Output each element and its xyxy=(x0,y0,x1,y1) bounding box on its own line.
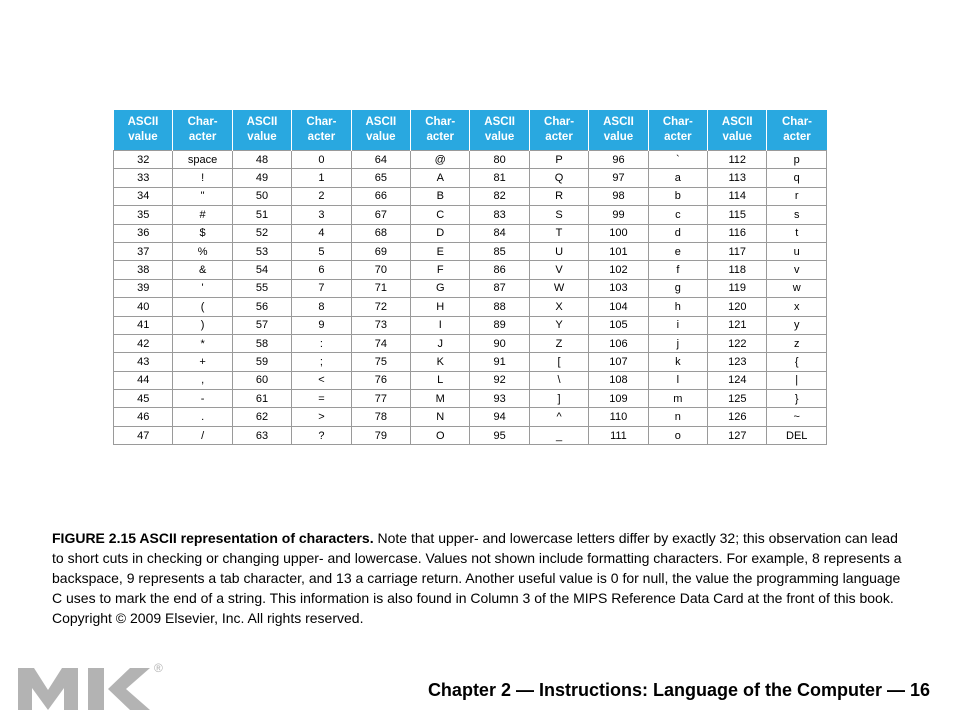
character-cell: Q xyxy=(529,169,588,187)
ascii-value-cell: 70 xyxy=(351,261,410,279)
character-cell: } xyxy=(767,390,827,408)
character-cell: ~ xyxy=(767,408,827,426)
ascii-value-cell: 124 xyxy=(708,371,767,389)
character-cell: ; xyxy=(292,353,351,371)
ascii-value-cell: 50 xyxy=(232,187,291,205)
character-cell: ` xyxy=(648,151,707,169)
character-cell: < xyxy=(292,371,351,389)
character-cell: R xyxy=(529,187,588,205)
character-cell: m xyxy=(648,390,707,408)
character-cell: 0 xyxy=(292,151,351,169)
ascii-value-cell: 74 xyxy=(351,334,410,352)
header-line: ASCII xyxy=(603,116,634,128)
ascii-value-cell: 94 xyxy=(470,408,529,426)
table-row xyxy=(114,353,827,371)
character-cell: U xyxy=(529,242,588,260)
ascii-value-cell: 127 xyxy=(708,426,767,444)
caption-lead: FIGURE 2.15 ASCII representation of characters. xyxy=(52,530,374,546)
header-ascii-value xyxy=(232,110,291,151)
character-cell: g xyxy=(648,279,707,297)
ascii-value-cell: 118 xyxy=(708,261,767,279)
character-cell: W xyxy=(529,279,588,297)
character-cell: ? xyxy=(292,426,351,444)
header-ascii-value xyxy=(708,110,767,151)
character-cell: = xyxy=(292,390,351,408)
header-line: value xyxy=(603,131,634,143)
header-line: ASCII xyxy=(721,116,753,128)
ascii-value-cell: 104 xyxy=(589,298,648,316)
ascii-value-cell: 109 xyxy=(589,390,648,408)
ascii-value-cell: 61 xyxy=(232,390,291,408)
ascii-value-cell: 125 xyxy=(708,390,767,408)
table-row xyxy=(114,316,827,334)
ascii-value-cell: 122 xyxy=(708,334,767,352)
header-line: value xyxy=(722,131,752,143)
ascii-value-cell: 81 xyxy=(470,169,529,187)
ascii-value-cell: 98 xyxy=(589,187,648,205)
character-cell: T xyxy=(529,224,588,242)
header-line: Char- xyxy=(781,116,812,128)
character-cell: ( xyxy=(173,298,232,316)
header-line: value xyxy=(247,131,277,143)
character-cell: k xyxy=(648,353,707,371)
ascii-value-cell: 106 xyxy=(589,334,648,352)
ascii-value-cell: 97 xyxy=(589,169,648,187)
ascii-value-cell: 47 xyxy=(114,426,173,444)
character-cell: 8 xyxy=(292,298,351,316)
ascii-value-cell: 123 xyxy=(708,353,767,371)
ascii-value-cell: 102 xyxy=(589,261,648,279)
ascii-value-cell: 32 xyxy=(114,151,173,169)
character-cell: a xyxy=(648,169,707,187)
character-cell: ! xyxy=(173,169,232,187)
character-cell: o xyxy=(648,426,707,444)
ascii-value-cell: 121 xyxy=(708,316,767,334)
ascii-value-cell: 108 xyxy=(589,371,648,389)
ascii-value-cell: 117 xyxy=(708,242,767,260)
ascii-value-cell: 92 xyxy=(470,371,529,389)
ascii-value-cell: 37 xyxy=(114,242,173,260)
ascii-value-cell: 67 xyxy=(351,206,410,224)
header-character xyxy=(173,110,232,151)
character-cell: 9 xyxy=(292,316,351,334)
header-line: Char- xyxy=(425,116,456,128)
ascii-value-cell: 35 xyxy=(114,206,173,224)
character-cell: & xyxy=(173,261,232,279)
ascii-value-cell: 52 xyxy=(232,224,291,242)
character-cell: _ xyxy=(529,426,588,444)
ascii-value-cell: 90 xyxy=(470,334,529,352)
header-character xyxy=(529,110,588,151)
ascii-value-cell: 114 xyxy=(708,187,767,205)
ascii-value-cell: 41 xyxy=(114,316,173,334)
ascii-value-cell: 76 xyxy=(351,371,410,389)
character-cell: - xyxy=(173,390,232,408)
character-cell: j xyxy=(648,334,707,352)
header-character xyxy=(648,110,707,151)
character-cell: G xyxy=(411,279,470,297)
registered-mark: ® xyxy=(154,661,163,675)
character-cell: { xyxy=(767,353,827,371)
character-cell: f xyxy=(648,261,707,279)
character-cell: E xyxy=(411,242,470,260)
ascii-value-cell: 119 xyxy=(708,279,767,297)
header-line: acter xyxy=(307,131,336,143)
ascii-value-cell: 83 xyxy=(470,206,529,224)
ascii-value-cell: 107 xyxy=(589,353,648,371)
ascii-value-cell: 75 xyxy=(351,353,410,371)
ascii-value-cell: 46 xyxy=(114,408,173,426)
character-cell: I xyxy=(411,316,470,334)
ascii-value-cell: 82 xyxy=(470,187,529,205)
table-row xyxy=(114,426,827,444)
ascii-value-cell: 68 xyxy=(351,224,410,242)
character-cell: z xyxy=(767,334,827,352)
table-row xyxy=(114,334,827,352)
header-line: Char- xyxy=(662,116,693,128)
table-row xyxy=(114,224,827,242)
character-cell: y xyxy=(767,316,827,334)
header-line: value xyxy=(484,131,515,143)
character-cell: P xyxy=(529,151,588,169)
character-cell: B xyxy=(411,187,470,205)
header-line: ASCII xyxy=(127,116,159,128)
table-body xyxy=(114,151,827,445)
character-cell: [ xyxy=(529,353,588,371)
character-cell: 5 xyxy=(292,242,351,260)
ascii-value-cell: 78 xyxy=(351,408,410,426)
ascii-value-cell: 53 xyxy=(232,242,291,260)
ascii-value-cell: 95 xyxy=(470,426,529,444)
ascii-value-cell: 34 xyxy=(114,187,173,205)
character-cell: . xyxy=(173,408,232,426)
character-cell: % xyxy=(173,242,232,260)
header-line: ASCII xyxy=(365,116,397,128)
ascii-value-cell: 88 xyxy=(470,298,529,316)
ascii-value-cell: 113 xyxy=(708,169,767,187)
table-row xyxy=(114,151,827,169)
character-cell: V xyxy=(529,261,588,279)
ascii-value-cell: 77 xyxy=(351,390,410,408)
character-cell: / xyxy=(173,426,232,444)
header-ascii-value xyxy=(351,110,410,151)
ascii-value-cell: 44 xyxy=(114,371,173,389)
header-line: Char- xyxy=(544,116,575,128)
ascii-value-cell: 111 xyxy=(589,426,648,444)
ascii-value-cell: 112 xyxy=(708,151,767,169)
character-cell: $ xyxy=(173,224,232,242)
figure-caption xyxy=(52,528,912,628)
character-cell: X xyxy=(529,298,588,316)
character-cell: L xyxy=(411,371,470,389)
ascii-value-cell: 55 xyxy=(232,279,291,297)
character-cell: p xyxy=(767,151,827,169)
ascii-value-cell: 116 xyxy=(708,224,767,242)
ascii-value-cell: 85 xyxy=(470,242,529,260)
ascii-table xyxy=(113,110,827,445)
table-row xyxy=(114,206,827,224)
ascii-value-cell: 103 xyxy=(589,279,648,297)
table-row xyxy=(114,298,827,316)
ascii-value-cell: 36 xyxy=(114,224,173,242)
ascii-value-cell: 60 xyxy=(232,371,291,389)
table-row xyxy=(114,187,827,205)
ascii-value-cell: 43 xyxy=(114,353,173,371)
character-cell: d xyxy=(648,224,707,242)
character-cell: s xyxy=(767,206,827,224)
character-cell: M xyxy=(411,390,470,408)
ascii-value-cell: 126 xyxy=(708,408,767,426)
table-row xyxy=(114,169,827,187)
character-cell: C xyxy=(411,206,470,224)
ascii-value-cell: 120 xyxy=(708,298,767,316)
character-cell: i xyxy=(648,316,707,334)
ascii-value-cell: 84 xyxy=(470,224,529,242)
character-cell: n xyxy=(648,408,707,426)
character-cell: \ xyxy=(529,371,588,389)
ascii-value-cell: 45 xyxy=(114,390,173,408)
ascii-value-cell: 80 xyxy=(470,151,529,169)
ascii-value-cell: 100 xyxy=(589,224,648,242)
ascii-value-cell: 57 xyxy=(232,316,291,334)
character-cell: u xyxy=(767,242,827,260)
header-character xyxy=(767,110,827,151)
ascii-value-cell: 79 xyxy=(351,426,410,444)
ascii-value-cell: 63 xyxy=(232,426,291,444)
header-ascii-value xyxy=(470,110,529,151)
character-cell: ] xyxy=(529,390,588,408)
ascii-value-cell: 93 xyxy=(470,390,529,408)
character-cell: | xyxy=(767,371,827,389)
ascii-value-cell: 91 xyxy=(470,353,529,371)
header-line: ASCII xyxy=(484,116,515,128)
header-ascii-value xyxy=(589,110,648,151)
character-cell: 6 xyxy=(292,261,351,279)
character-cell: ' xyxy=(173,279,232,297)
ascii-value-cell: 69 xyxy=(351,242,410,260)
ascii-value-cell: 64 xyxy=(351,151,410,169)
character-cell: x xyxy=(767,298,827,316)
ascii-value-cell: 105 xyxy=(589,316,648,334)
ascii-value-cell: 58 xyxy=(232,334,291,352)
table-row xyxy=(114,408,827,426)
ascii-value-cell: 73 xyxy=(351,316,410,334)
ascii-value-cell: 40 xyxy=(114,298,173,316)
character-cell: @ xyxy=(411,151,470,169)
character-cell: O xyxy=(411,426,470,444)
header-line: acter xyxy=(188,131,217,143)
character-cell: DEL xyxy=(767,426,827,444)
ascii-value-cell: 72 xyxy=(351,298,410,316)
character-cell: t xyxy=(767,224,827,242)
character-cell: : xyxy=(292,334,351,352)
ascii-value-cell: 86 xyxy=(470,261,529,279)
character-cell: " xyxy=(173,187,232,205)
table-row xyxy=(114,279,827,297)
character-cell: H xyxy=(411,298,470,316)
character-cell: , xyxy=(173,371,232,389)
character-cell: N xyxy=(411,408,470,426)
header-line: Char- xyxy=(306,116,337,128)
ascii-value-cell: 87 xyxy=(470,279,529,297)
ascii-value-cell: 96 xyxy=(589,151,648,169)
ascii-value-cell: 56 xyxy=(232,298,291,316)
character-cell: c xyxy=(648,206,707,224)
ascii-value-cell: 71 xyxy=(351,279,410,297)
header-character xyxy=(411,110,470,151)
character-cell: 1 xyxy=(292,169,351,187)
character-cell: S xyxy=(529,206,588,224)
ascii-value-cell: 65 xyxy=(351,169,410,187)
ascii-value-cell: 115 xyxy=(708,206,767,224)
character-cell: F xyxy=(411,261,470,279)
character-cell: ^ xyxy=(529,408,588,426)
ascii-value-cell: 48 xyxy=(232,151,291,169)
character-cell: r xyxy=(767,187,827,205)
character-cell: l xyxy=(648,371,707,389)
character-cell: 4 xyxy=(292,224,351,242)
caption-body: Note that upper- and lowercase letters differ by exactly 32; this observation can lead to short cuts in checking or changing upper- and lowercase. Values not shown include formatting characters. For example, 8 represents a backspace, 9 represents a tab character, and 13 a carriage return. Another useful value is 0 for null, the value the programming language C uses to mark the end of a string. This information is also found in Column 3 of the MIPS Reference Data Card at the front of this book. Copyright © 2009 Elsevier, Inc. All rights reserved. xyxy=(52,530,902,626)
header-ascii-value xyxy=(114,110,173,151)
character-cell: 2 xyxy=(292,187,351,205)
character-cell: D xyxy=(411,224,470,242)
character-cell: A xyxy=(411,169,470,187)
character-cell: K xyxy=(411,353,470,371)
character-cell: b xyxy=(648,187,707,205)
table-header-row xyxy=(114,110,827,151)
mk-logo-icon xyxy=(18,660,178,710)
ascii-value-cell: 110 xyxy=(589,408,648,426)
character-cell: > xyxy=(292,408,351,426)
ascii-value-cell: 62 xyxy=(232,408,291,426)
character-cell: + xyxy=(173,353,232,371)
header-character xyxy=(292,110,351,151)
character-cell: w xyxy=(767,279,827,297)
table-row xyxy=(114,371,827,389)
header-line: acter xyxy=(664,131,692,143)
ascii-value-cell: 101 xyxy=(589,242,648,260)
header-line: acter xyxy=(545,131,573,143)
character-cell: J xyxy=(411,334,470,352)
character-cell: # xyxy=(173,206,232,224)
character-cell: q xyxy=(767,169,827,187)
header-line: acter xyxy=(783,131,811,143)
character-cell: space xyxy=(173,151,232,169)
ascii-value-cell: 38 xyxy=(114,261,173,279)
character-cell: 3 xyxy=(292,206,351,224)
ascii-value-cell: 33 xyxy=(114,169,173,187)
character-cell: * xyxy=(173,334,232,352)
ascii-value-cell: 42 xyxy=(114,334,173,352)
header-line: ASCII xyxy=(246,116,278,128)
character-cell: Z xyxy=(529,334,588,352)
character-cell: ) xyxy=(173,316,232,334)
ascii-value-cell: 54 xyxy=(232,261,291,279)
ascii-value-cell: 89 xyxy=(470,316,529,334)
header-line: value xyxy=(366,131,396,143)
ascii-value-cell: 39 xyxy=(114,279,173,297)
header-line: acter xyxy=(426,131,454,143)
ascii-value-cell: 66 xyxy=(351,187,410,205)
character-cell: 7 xyxy=(292,279,351,297)
table-row xyxy=(114,261,827,279)
slide-footer: Chapter 2 — Instructions: Language of the Computer — 16 xyxy=(427,680,930,700)
character-cell: e xyxy=(648,242,707,260)
character-cell: v xyxy=(767,261,827,279)
ascii-value-cell: 49 xyxy=(232,169,291,187)
character-cell: h xyxy=(648,298,707,316)
ascii-value-cell: 59 xyxy=(232,353,291,371)
ascii-value-cell: 51 xyxy=(232,206,291,224)
header-line: value xyxy=(128,131,158,143)
character-cell: Y xyxy=(529,316,588,334)
table-row xyxy=(114,242,827,260)
table-row xyxy=(114,390,827,408)
header-line: Char- xyxy=(187,116,218,128)
ascii-value-cell: 99 xyxy=(589,206,648,224)
